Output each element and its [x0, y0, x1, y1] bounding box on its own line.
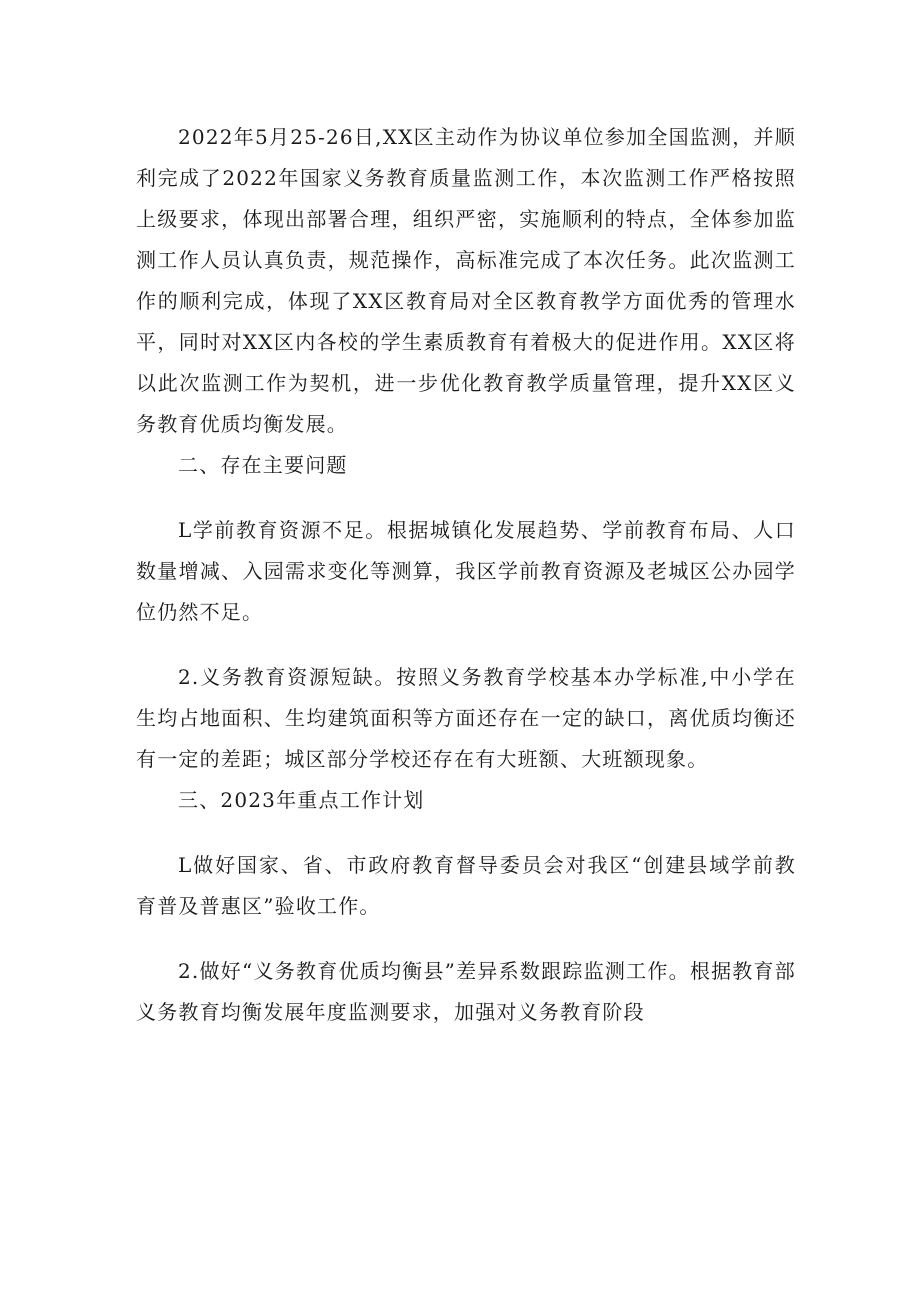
problem-paragraph-2: 2.义务教育资源短缺。按照义务教育学校基本办学标准,中小学在生均占地面积、生均建筑面积等方面还存在一定的缺口，离优质均衡还有一定的差距；城区部分学校还存在有大班额、大班额现象。 [136, 665, 796, 771]
problem-paragraph-1: L学前教育资源不足。根据城镇化发展趋势、学前教育布局、人口数量增减、入园需求变化等测算，我区学前教育资源及老城区公办园学位仍然不足。 [136, 518, 796, 624]
plan-paragraph-1: L做好国家、省、市政府教育督导委员会对我区“创建县域学前教育普及普惠区”验收工作。 [136, 853, 796, 918]
section-heading-problems: 二、存在主要问题 [178, 453, 348, 477]
intro-paragraph: 2022年5月25-26日,XX区主动作为协议单位参加全国监测，并顺利完成了2022年国家义务教育质量监测工作，本次监测工作严格按照上级要求，体现出部署合理，组织严密，实施顺利的特点，全体参加监测工作人员认真负责，规范操作，高标准完成了本次任务。此次监测工作的顺利完成，体现了XX区教育局对全区教育教学方面优秀的管理水平，同时对XX区内各校的学生素质教育有着极大的促进作用。XX区将以此次监测工作为契机，进一步优化教育教学质量管理，提升XX区义务教育优质均衡发展。 [136, 125, 796, 436]
document-body [136, 117, 796, 1033]
section-heading-plan: 三、2023年重点工作计划 [178, 788, 425, 812]
plan-paragraph-2: 2.做好“义务教育优质均衡县”差异系数跟踪监测工作。根据教育部义务教育均衡发展年度监测要求，加强对义务教育阶段 [136, 959, 796, 1024]
